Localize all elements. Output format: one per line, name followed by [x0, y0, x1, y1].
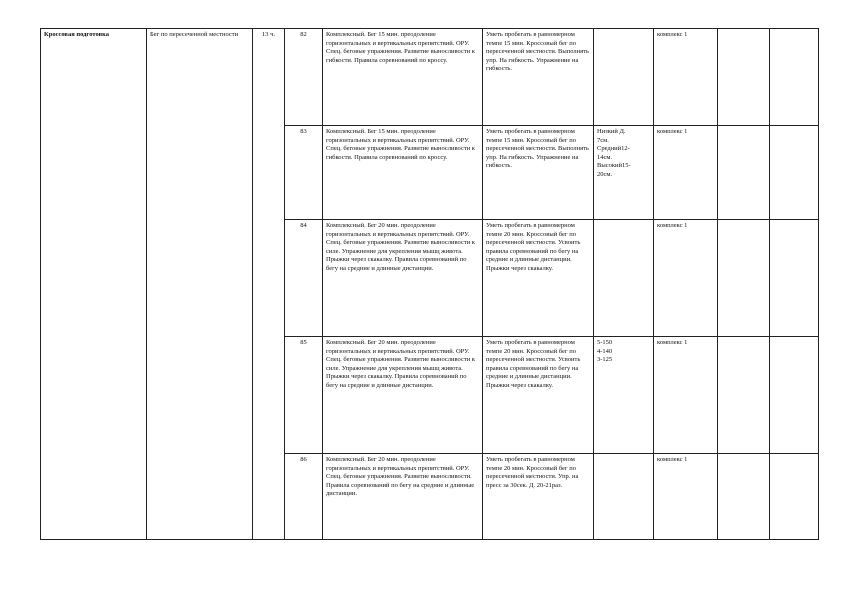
lesson-number: 86	[285, 454, 323, 540]
lesson-norms	[594, 454, 654, 540]
lesson-norms	[594, 220, 654, 337]
lesson-content: Комплексный. Бег 15 мин. преодоление горизонтальных и вертикальных препятствий. ОРУ. Спец. беговые упражнения. Развитие выносливости к гибкости. Правила соревнований по кроссу.	[323, 126, 483, 220]
lesson-control: комплекс 1	[654, 454, 718, 540]
topic-cell: Бег по пересеченной местности	[147, 29, 253, 540]
lesson-plan-table	[40, 28, 819, 540]
table-row	[41, 29, 819, 126]
lesson-requirements: Уметь пробегать в равномерном темпе 20 мин. Кроссовый бег по пересеченной местности. Упр. на пресс за 30сек. Д. 20-21раз.	[483, 454, 594, 540]
lesson-number: 82	[285, 29, 323, 126]
lesson-control: комплекс 1	[654, 29, 718, 126]
lesson-norms: 5-150 4-140 3-125	[594, 337, 654, 454]
lesson-extra-2	[770, 29, 819, 126]
lesson-content: Комплексный. Бег 20 мин. преодоление горизонтальных и вертикальных препятствий. ОРУ. Спец. беговые упражнения. Развитие выносливости к силе. Упражнение для укрепления мышц живота. Прыжки через скакалку. Правила соревнований по бегу на средние и длинные дистанции.	[323, 337, 483, 454]
lesson-control: комплекс 1	[654, 337, 718, 454]
lesson-content: Комплексный. Бег 15 мин. преодоление горизонтальных и вертикальных препятствий. ОРУ. Спец. беговые упражнения. Развитие выносливости к гибкости. Правила соревнований по кроссу.	[323, 29, 483, 126]
lesson-number: 85	[285, 337, 323, 454]
lesson-requirements: Уметь пробегать в равномерном темпе 20 мин. Кроссовый бег по пересеченной местности. Усвоить правила соревнований по бегу на средние и длинные дистанции. Прыжки через скакалку.	[483, 337, 594, 454]
lesson-extra-2	[770, 454, 819, 540]
lesson-extra-2	[770, 126, 819, 220]
lesson-norms: Низкий Д. 7см. Средний12- 14см. Высокий15- 20см.	[594, 126, 654, 220]
lesson-requirements: Уметь пробегать в равномерном темпе 15 мин. Кроссовый бег по пересеченной местности. Выполнять упр. На гибкость. Упражнение на гибкость.	[483, 126, 594, 220]
lesson-extra-1	[718, 220, 770, 337]
lesson-extra-2	[770, 337, 819, 454]
lesson-number: 83	[285, 126, 323, 220]
lesson-extra-1	[718, 337, 770, 454]
lesson-control: комплекс 1	[654, 126, 718, 220]
lesson-content: Комплексный. Бег 20 мин. преодоление горизонтальных и вертикальных препятствий. ОРУ. Спец. беговые упражнения. Развитие выносливости. Правила соревнований по бегу на средние и длинные дистанции.	[323, 454, 483, 540]
lesson-control: комплекс 1	[654, 220, 718, 337]
lesson-requirements: Уметь пробегать в равномерном темпе 20 мин. Кроссовый бег по пересеченной местности. Усвоить правила соревнований по бегу на средние и длинные дистанции. Прыжки через скакалку.	[483, 220, 594, 337]
lesson-extra-1	[718, 454, 770, 540]
lesson-requirements: Уметь пробегать в равномерном темпе 15 мин. Кроссовый бег по пересеченной местности. Выполнять упр. На гибкость. Упражнение на гибкость.	[483, 29, 594, 126]
hours-cell: 13 ч.	[253, 29, 285, 540]
lesson-extra-1	[718, 126, 770, 220]
lesson-number: 84	[285, 220, 323, 337]
section-cell: Кроссовая подготовка	[41, 29, 147, 540]
lesson-extra-2	[770, 220, 819, 337]
lesson-norms	[594, 29, 654, 126]
lesson-extra-1	[718, 29, 770, 126]
lesson-content: Комплексный. Бег 20 мин. преодоление горизонтальных и вертикальных препятствий. ОРУ. Спец. беговые упражнения. Развитие выносливости к силе. Упражнение для укрепления мышц живота. Прыжки через скакалку. Правила соревнований по бегу на средние и длинные дистанции.	[323, 220, 483, 337]
